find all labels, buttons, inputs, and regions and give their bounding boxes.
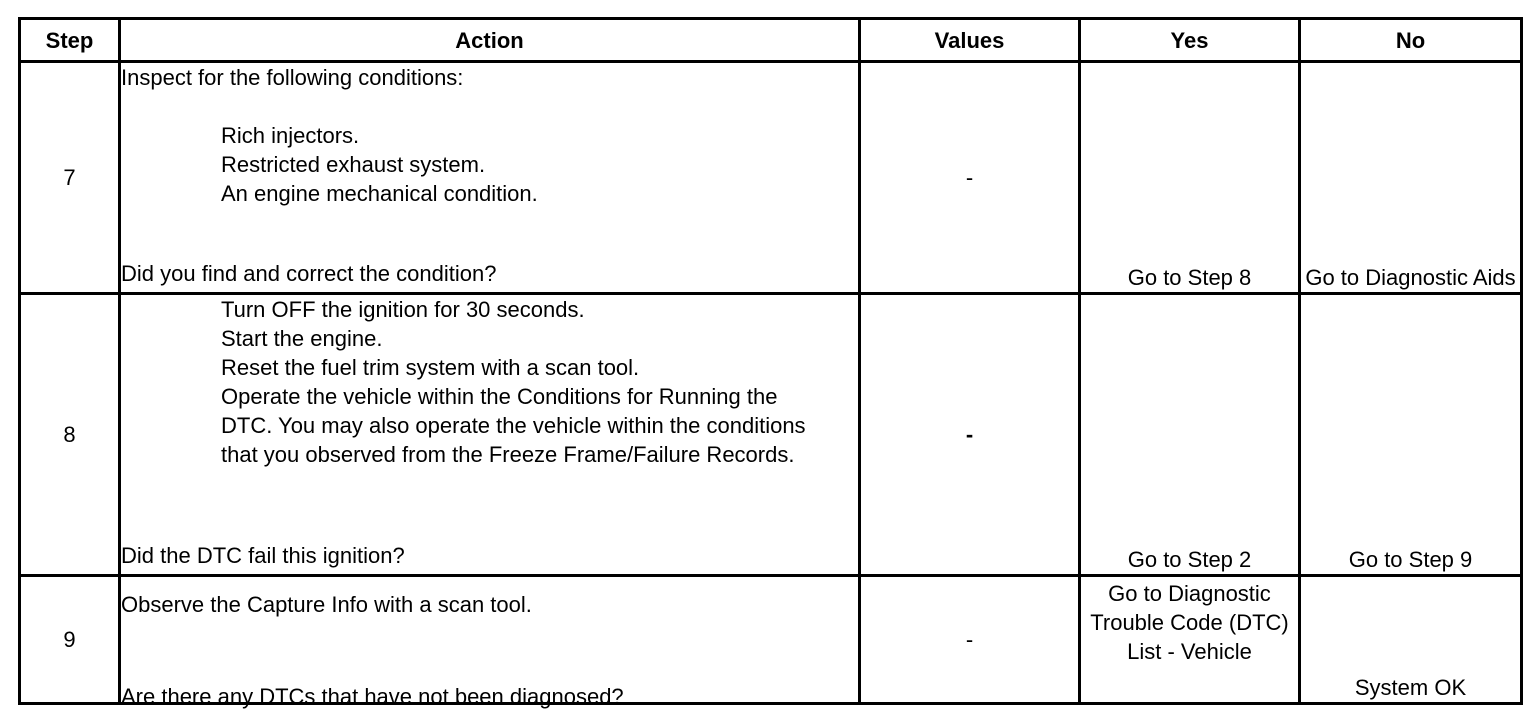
action-intro: Observe the Capture Info with a scan tool. [121, 592, 532, 617]
list-item: Turn OFF the ignition for 30 seconds. [221, 297, 585, 322]
action-question: Are there any DTCs that have not been diagnosed? [121, 684, 624, 709]
header-yes: Yes [1080, 19, 1300, 62]
step-number: 7 [20, 62, 120, 294]
action-cell [120, 294, 860, 576]
action-question: Did the DTC fail this ignition? [121, 543, 405, 568]
list-item: Rich injectors. [221, 123, 360, 148]
diagnostic-table [18, 17, 1523, 709]
header-action: Action [120, 19, 860, 62]
header-values: Values [860, 19, 1080, 62]
table-row [20, 576, 1522, 704]
action-cell [120, 576, 860, 709]
values-cell: - [860, 576, 1080, 704]
list-item: Start the engine. [221, 326, 383, 351]
no-link[interactable]: Go to Step 9 [1300, 294, 1522, 576]
step-number: 8 [20, 294, 120, 576]
list-item: Operate the vehicle within the Conditions for Running the DTC. You may also operate the vehicle within the conditions that you observed from the Freeze Frame/Failure Records. [221, 384, 806, 467]
values-cell: - [860, 62, 1080, 294]
yes-link[interactable]: Go to Step 2 [1080, 294, 1300, 576]
list-item: Reset the fuel trim system with a scan tool. [221, 355, 640, 380]
step-number: 9 [20, 576, 120, 704]
no-link[interactable]: Go to Diagnostic Aids [1300, 62, 1522, 294]
header-no: No [1300, 19, 1522, 62]
list-item: Restricted exhaust system. [221, 152, 486, 177]
list-item: An engine mechanical condition. [221, 181, 538, 206]
action-cell [120, 62, 860, 294]
action-intro: Inspect for the following conditions: [121, 65, 464, 90]
procedure-list [121, 295, 858, 469]
header-step: Step [20, 19, 120, 62]
table-row [20, 62, 1522, 294]
diagnostic-table-page [18, 17, 1520, 709]
no-link[interactable]: System OK [1300, 576, 1522, 704]
yes-link[interactable]: Go to Diagnostic Trouble Code (DTC) List - Vehicle [1080, 576, 1300, 704]
yes-link[interactable]: Go to Step 8 [1080, 62, 1300, 294]
table-row [20, 294, 1522, 576]
condition-list [121, 121, 858, 208]
values-cell: - [860, 294, 1080, 576]
action-question: Did you find and correct the condition? [121, 261, 497, 286]
header-row [20, 19, 1522, 62]
